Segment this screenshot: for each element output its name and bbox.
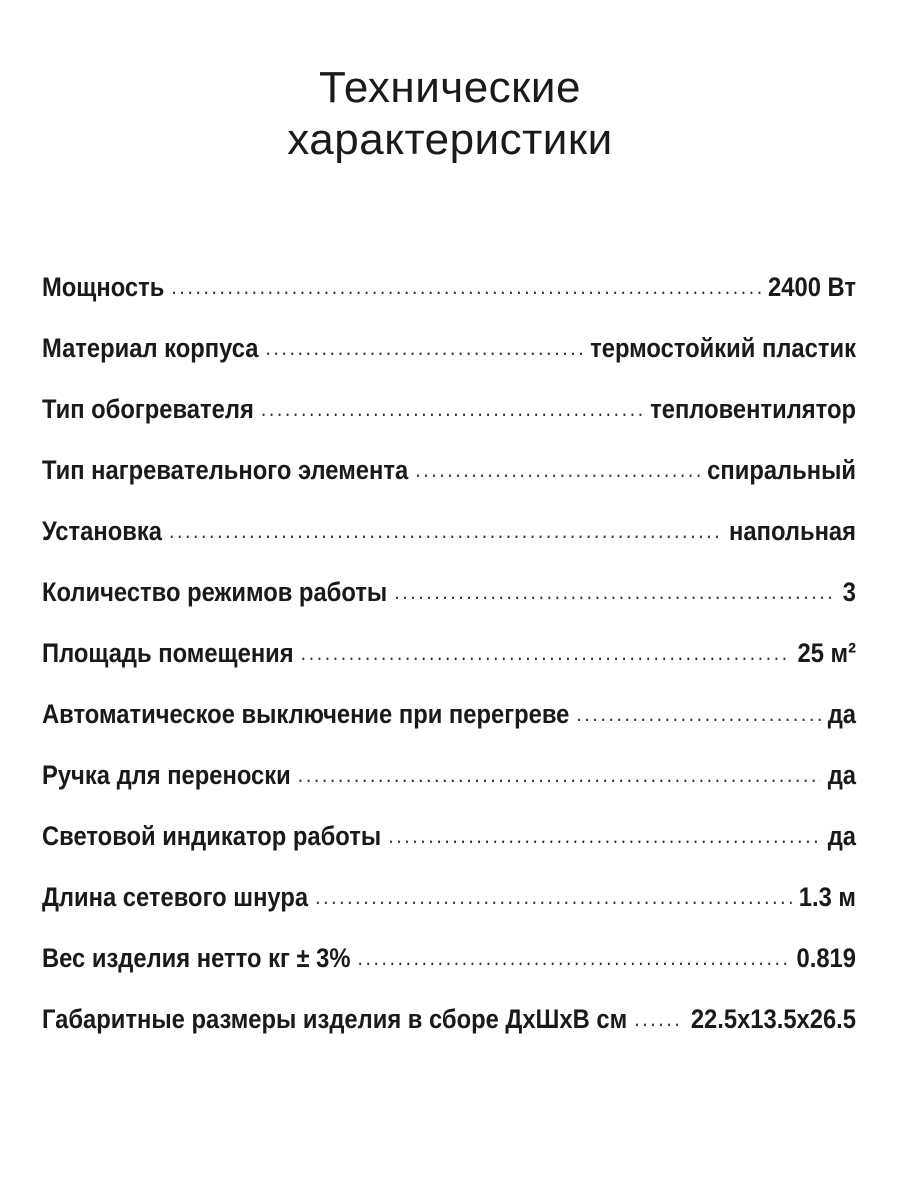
spec-value: да — [827, 699, 856, 729]
spec-label: Мощность — [42, 272, 165, 302]
spec-row-body-material — [42, 323, 856, 384]
spec-row-heater-type — [42, 384, 856, 445]
dot-leader — [261, 384, 643, 434]
spec-value: 2400 Вт — [768, 272, 856, 302]
spec-value: напольная — [729, 516, 856, 546]
spec-value: спиральный — [707, 455, 856, 485]
spec-label: Вес изделия нетто кг ± 3% — [42, 943, 351, 973]
spec-value: тепловентилятор — [650, 394, 856, 424]
spec-value: да — [827, 760, 856, 790]
spec-row-indicator-light — [42, 811, 856, 872]
spec-value: 3 — [842, 577, 856, 607]
dot-leader — [169, 506, 722, 556]
spec-value: 22.5х13.5х26.5 — [690, 1004, 856, 1034]
spec-label: Установка — [42, 516, 162, 546]
spec-row-overheat-shutoff — [42, 689, 856, 750]
spec-label: Габаритные размеры изделия в сборе ДхШхВ см — [42, 1004, 628, 1034]
spec-row-dimensions — [42, 994, 856, 1055]
spec-row-cord-length — [42, 872, 856, 933]
dot-leader — [315, 872, 792, 922]
title-line-1: Технические — [319, 63, 581, 112]
spec-list — [42, 262, 856, 1055]
spec-label: Автоматическое выключение при перегреве — [42, 699, 570, 729]
spec-row-modes — [42, 567, 856, 628]
spec-row-heating-element — [42, 445, 856, 506]
title-line-2: характеристики — [287, 115, 613, 164]
spec-row-installation — [42, 506, 856, 567]
spec-label: Тип нагревательного элемента — [42, 455, 409, 485]
spec-label: Площадь помещения — [42, 638, 294, 668]
dot-leader — [357, 933, 789, 983]
spec-label: Количество режимов работы — [42, 577, 388, 607]
dot-leader — [634, 994, 684, 1044]
dot-leader — [301, 628, 791, 678]
dot-leader — [576, 689, 820, 739]
spec-value: 25 м² — [797, 638, 856, 668]
dot-leader — [415, 445, 700, 495]
dot-leader — [298, 750, 821, 800]
spec-value: 0.819 — [796, 943, 856, 973]
dot-leader — [266, 323, 584, 373]
spec-label: Световой индикатор работы — [42, 821, 382, 851]
spec-row-room-area — [42, 628, 856, 689]
spec-value: термостойкий пластик — [590, 333, 856, 363]
spec-row-net-weight — [42, 933, 856, 994]
spec-value: 1.3 м — [798, 882, 856, 912]
spec-row-carry-handle — [42, 750, 856, 811]
spec-label: Тип обогревателя — [42, 394, 254, 424]
spec-value: да — [827, 821, 856, 851]
spec-label: Ручка для переноски — [42, 760, 291, 790]
dot-leader — [388, 811, 820, 861]
spec-label: Материал корпуса — [42, 333, 259, 363]
dot-leader — [171, 262, 761, 312]
dot-leader — [394, 567, 835, 617]
page-title — [0, 62, 900, 166]
spec-label: Длина сетевого шнура — [42, 882, 309, 912]
spec-row-power — [42, 262, 856, 323]
